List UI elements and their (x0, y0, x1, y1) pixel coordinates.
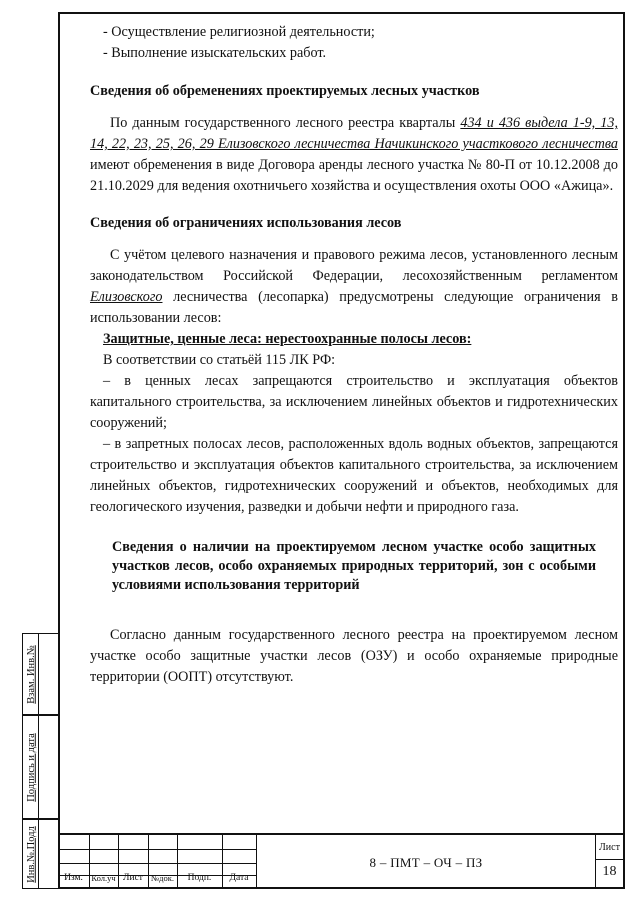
paragraph-text: лесничества (лесопарка) предусмотрены следующие ограничения в использовании лесов: (90, 289, 618, 326)
paragraph (90, 113, 618, 197)
list-item: - Осуществление религиозной деятельности; (103, 24, 375, 40)
section-heading: Сведения о наличии на проектируемом лесном участке особо защитных участков лесов, особо охраняемых природных территорий, зон с особыми условиями использования территорий (112, 539, 596, 593)
paragraph: – в запретных полосах лесов, расположенных вдоль водных объектов, запрещаются строительство и эксплуатация объектов капитального строительства, за исключением линейных объектов, гидротехнических сооружений и объектов, необходимых для геологического изучения, разведки и добычи нефти и природного газа. (90, 436, 618, 515)
section-heading: Сведения об ограничениях использования лесов (90, 215, 402, 231)
paragraph: В соответствии со статьёй 115 ЛК РФ: (103, 352, 336, 368)
document-body (90, 22, 618, 688)
paragraph (90, 245, 618, 329)
title-block-col: Кол.уч (91, 873, 116, 883)
side-label-text: Подпись и дата (25, 732, 37, 802)
side-stamp-replacement (22, 633, 60, 715)
sheet-number: 18 (602, 864, 617, 879)
document-code: 8 – ПМТ – ОЧ – ПЗ (369, 855, 483, 870)
paragraph-text: имеют обременения в виде Договора аренды лесного участка № 80-П от 10.12.2008 до 21.10.2029 для ведения охотничьего хозяйства и осуществления охоты ООО «Ажица». (90, 157, 618, 194)
sheet-label: Лист (599, 842, 620, 853)
title-block-col: №док. (151, 873, 174, 883)
side-label-text: Инв.№.Подл (25, 825, 37, 883)
side-label (24, 634, 38, 714)
paragraph-text: С учётом целевого назначения и правового режима лесов, установленного лесным законодательством Российской Федерации, лесохозяйственным регламентом (90, 247, 618, 284)
side-label-text: Взам. Инв.№ (25, 644, 37, 704)
divider (38, 634, 39, 714)
section-heading: Сведения об обременениях проектируемых лесных участков (90, 83, 480, 99)
divider (38, 716, 39, 818)
divider (595, 859, 625, 860)
underlined-reference: Елизовского (90, 289, 163, 305)
title-block-col: Дата (229, 873, 249, 883)
title-block-col: Изм. (64, 873, 83, 883)
title-block-col: Лист (123, 873, 143, 883)
paragraph-text: По данным государственного лесного реестра кварталы (110, 115, 461, 131)
side-label (24, 820, 38, 888)
title-block-col: Подп. (187, 873, 212, 883)
side-stamp-signature (22, 715, 60, 819)
underlined-reference: 434 и 436 выдела 1-9, 13, 14, 22, 23, 25, 26, 29 Елизовского лесничества Начикинского участкового лесничества (90, 115, 618, 152)
side-label (24, 716, 38, 818)
divider (58, 863, 256, 864)
divider (38, 820, 39, 888)
subheading: Защитные, ценные леса: нерестоохранные полосы лесов: (103, 331, 472, 347)
list-item: - Выполнение изыскательских работ. (103, 45, 327, 61)
side-stamp-inventory (22, 819, 60, 889)
paragraph: – в ценных лесах запрещаются строительство и эксплуатация объектов капитального строительства, за исключением линейных объектов и гидротехнических сооружений; (90, 373, 618, 431)
paragraph: Согласно данным государственного лесного реестра на проектируемом лесном участке особо защитные участки лесов (ОЗУ) и особо охраняемые природные территории (ООПТ) отсутствуют. (90, 627, 618, 685)
divider (58, 849, 256, 850)
divider (256, 835, 257, 889)
